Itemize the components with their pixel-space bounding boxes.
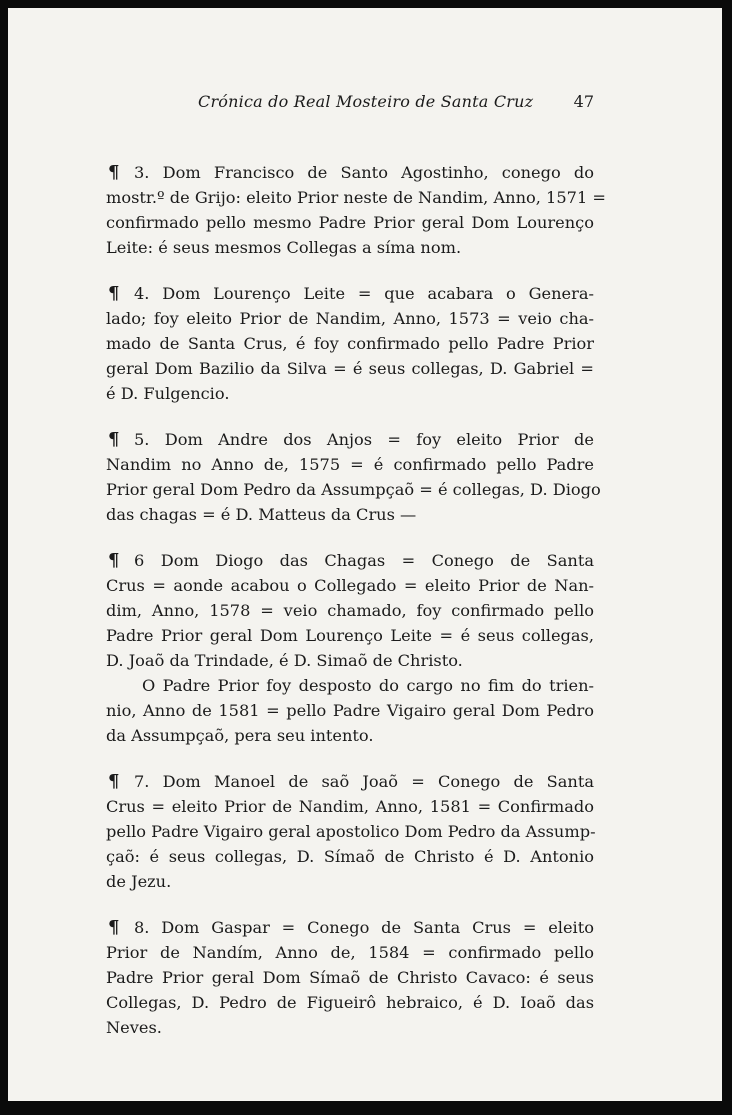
running-head — [106, 90, 594, 120]
entry-line: da Assumpçaõ, pera seu intento. — [106, 726, 374, 745]
entry-line: Prior de Nandím, Anno de, 1584 = confirmado pello — [106, 943, 594, 962]
entry-line: Crus = aonde acabou o Collegado = eleito Prior de Nan- — [106, 576, 594, 595]
book-page — [106, 90, 606, 1061]
entry-3 — [106, 160, 606, 260]
entry-5 — [106, 427, 601, 527]
entry-line: confirmado pello mesmo Padre Prior geral Dom Lourenço — [106, 213, 594, 232]
entry-line: Collegas, D. Pedro de Figueirô hebraico, é D. Ioaõ das — [106, 993, 594, 1012]
entry-line: ¶ 5. Dom Andre dos Anjos = foy eleito Prior de — [108, 429, 594, 450]
entry-7 — [106, 769, 594, 894]
entry-line: de Jezu. — [106, 872, 172, 891]
paragraph-mark-icon: ¶ — [108, 429, 120, 450]
entry-line: D. Joaõ da Trindade, é D. Simaõ de Christo. — [106, 651, 463, 670]
entry-line: ¶ 4. Dom Lourenço Leite = que acabara o Genera- — [108, 283, 594, 304]
paragraph-mark-icon: ¶ — [108, 550, 120, 571]
entry-line: O Padre Prior foy desposto do cargo no fim do trien- — [142, 676, 594, 695]
entry-6-continuation — [106, 673, 594, 748]
entry-line: Crus = eleito Prior de Nandim, Anno, 1581 = Confirmado — [106, 797, 594, 816]
page-number: 47 — [573, 92, 594, 111]
entry-line: Leite: é seus mesmos Collegas a síma nom. — [106, 238, 462, 257]
entry-line: é D. Fulgencio. — [106, 384, 230, 403]
entry-line: lado; foy eleito Prior de Nandim, Anno, 1573 = veio cha- — [106, 309, 594, 328]
entry-line: nio, Anno de 1581 = pello Padre Vigairo geral Dom Pedro — [106, 701, 594, 720]
entry-line: ¶ 6 Dom Diogo das Chagas = Conego de Santa — [108, 550, 594, 571]
entry-line: geral Dom Bazilio da Silva = é seus collegas, D. Gabriel = — [106, 359, 594, 378]
entry-line: ¶ 8. Dom Gaspar = Conego de Santa Crus = eleito — [108, 917, 594, 938]
page-frame — [8, 8, 722, 1101]
paragraph-mark-icon: ¶ — [108, 771, 120, 792]
entry-line: ¶ 7. Dom Manoel de saõ Joaõ = Conego de Santa — [108, 771, 594, 792]
entry-line: mostr.º de Grijo: eleito Prior neste de Nandim, Anno, 1571 = — [106, 188, 606, 207]
entry-line: ¶ 3. Dom Francisco de Santo Agostinho, conego do — [108, 162, 594, 183]
entry-line: Nandim no Anno de, 1575 = é confirmado pello Padre — [106, 455, 594, 474]
paragraph-mark-icon: ¶ — [108, 283, 120, 304]
running-title: Crónica do Real Mosteiro de Santa Cruz — [198, 92, 534, 111]
entry-line: Neves. — [106, 1018, 162, 1037]
paragraph-mark-icon: ¶ — [108, 162, 120, 183]
entry-line: çaõ: é seus collegas, D. Símaõ de Christo é D. Antonio — [106, 847, 594, 866]
entry-line: pello Padre Vigairo geral apostolico Dom Pedro da Assump- — [106, 822, 596, 841]
entry-8 — [106, 915, 594, 1040]
entry-line: mado de Santa Crus, é foy confirmado pello Padre Prior — [106, 334, 594, 353]
entry-line: Padre Prior geral Dom Símaõ de Christo Cavaco: é seus — [106, 968, 594, 987]
entry-line: das chagas = é D. Matteus da Crus — — [106, 505, 417, 524]
entry-line: dim, Anno, 1578 = veio chamado, foy confirmado pello — [106, 601, 594, 620]
entry-4 — [106, 281, 594, 406]
entry-line: Prior geral Dom Pedro da Assumpçaõ = é collegas, D. Diogo — [106, 480, 601, 499]
entry-6 — [106, 548, 594, 673]
paragraph-mark-icon: ¶ — [108, 917, 120, 938]
entry-line: Padre Prior geral Dom Lourenço Leite = é seus collegas, — [106, 626, 594, 645]
